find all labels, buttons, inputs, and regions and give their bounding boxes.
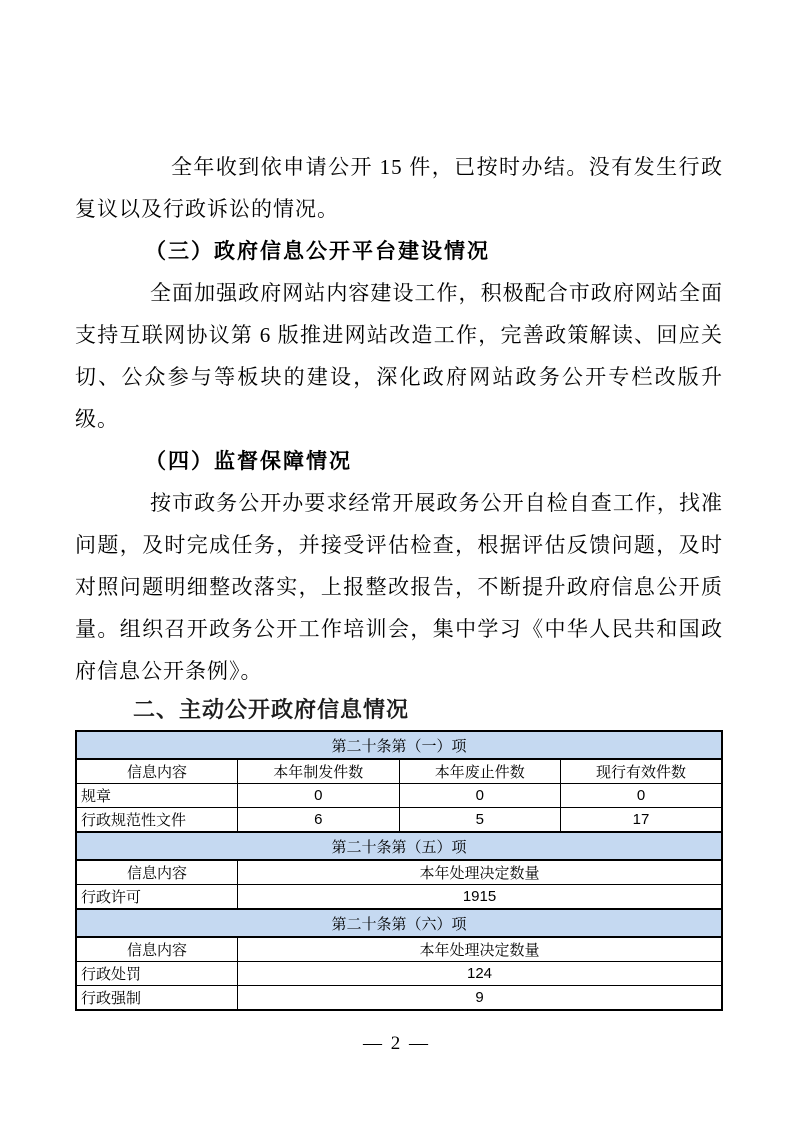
- cell-value: 9: [238, 986, 723, 1011]
- table-section-header-article20-6: [76, 909, 722, 937]
- table-row-administrative-coercion: [76, 986, 722, 1011]
- table-section-header-article20-5: [76, 832, 722, 860]
- column-header: 信息内容: [76, 759, 238, 784]
- row-label: 行政规范性文件: [76, 808, 238, 833]
- table-section-header-article20-1: [76, 731, 722, 759]
- paragraph-platform-construction: 全面加强政府网站内容建设工作，积极配合市政府网站全面支持互联网协议第 6 版推进网站改造工作，完善政策解读、回应关切、公众参与等板块的建设，深化政府网站政务公开专栏改版升级。: [75, 281, 723, 431]
- column-header: 信息内容: [76, 860, 238, 885]
- heading-section-three: （三）政府信息公开平台建设情况: [145, 239, 490, 263]
- heading-section-four: （四）监督保障情况: [145, 449, 352, 473]
- document-body: [75, 146, 723, 1011]
- column-header: 本年制发件数: [238, 759, 400, 784]
- column-header: 本年废止件数: [399, 759, 561, 784]
- paragraph-supervision-guarantee: 按市政务公开办要求经常开展政务公开自检自查工作，找准问题，及时完成任务，并接受评估检查，根据评估反馈问题，及时对照问题明细整改落实，上报整改报告，不断提升政府信息公开质量。组织召开政务公开工作培训会，集中学习《中华人民共和国政府信息公开条例》。: [75, 491, 723, 683]
- row-label: 行政强制: [76, 986, 238, 1011]
- cell-value: 1915: [238, 885, 723, 910]
- cell-value: 0: [399, 784, 561, 808]
- section-title-cell: 第二十条第（五）项: [76, 832, 722, 860]
- section-title-cell: 第二十条第（六）项: [76, 909, 722, 937]
- cell-value: 0: [561, 784, 723, 808]
- column-header: 本年处理决定数量: [238, 860, 723, 885]
- table-row-administrative-penalty: [76, 962, 722, 986]
- cell-value: 124: [238, 962, 723, 986]
- column-header: 现行有效件数: [561, 759, 723, 784]
- paragraph-application-disclosure: 全年收到依申请公开 15 件，已按时办结。没有发生行政复议以及行政诉讼的情况。: [75, 155, 723, 221]
- row-label: 行政处罚: [76, 962, 238, 986]
- page-number: — 2 —: [363, 1033, 430, 1054]
- column-header: 本年处理决定数量: [238, 937, 723, 962]
- column-header: 信息内容: [76, 937, 238, 962]
- table-column-header-row: [76, 860, 722, 885]
- table-column-header-row: [76, 937, 722, 962]
- section-title-cell: 第二十条第（一）项: [76, 731, 722, 759]
- cell-value: 0: [238, 784, 400, 808]
- row-label: 行政许可: [76, 885, 238, 910]
- heading-proactive-disclosure: 二、主动公开政府信息情况: [133, 697, 410, 722]
- cell-value: 5: [399, 808, 561, 833]
- disclosure-statistics-table: [75, 730, 723, 1011]
- table-row-regulations: [76, 784, 722, 808]
- table-row-administrative-licensing: [76, 885, 722, 910]
- row-label: 规章: [76, 784, 238, 808]
- cell-value: 17: [561, 808, 723, 833]
- table-row-normative-documents: [76, 808, 722, 833]
- cell-value: 6: [238, 808, 400, 833]
- table-column-header-row: [76, 759, 722, 784]
